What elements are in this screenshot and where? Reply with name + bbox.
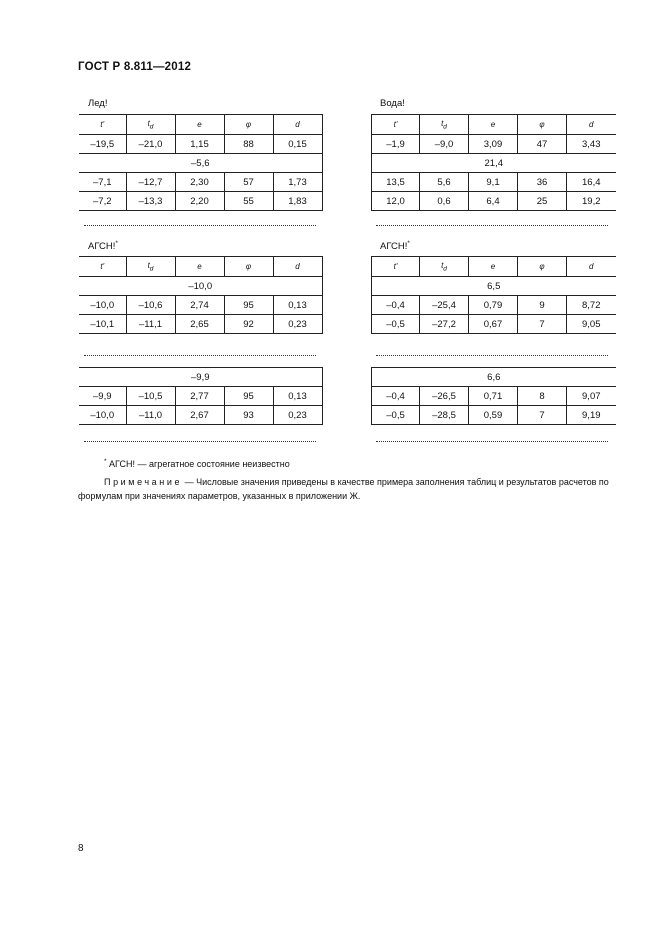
table-row: 12,0 0,6 6,4 25 19,2 <box>372 192 616 211</box>
table-agsn-right-continued <box>371 367 616 425</box>
table-row: –7,1 –12,7 2,30 57 1,73 <box>79 173 322 192</box>
table-ice <box>79 114 323 211</box>
table-row: –0,4 –25,4 0,79 9 8,72 <box>372 296 616 315</box>
footnote <box>104 458 290 469</box>
header-phi: φ <box>224 115 273 135</box>
header-td: $t_d$ <box>126 257 175 277</box>
table-row: –0,5 –28,5 0,59 7 9,19 <box>372 406 616 425</box>
caption-ice: Лед! <box>88 98 108 109</box>
header-t-prime: t' <box>79 257 126 277</box>
header-t-prime: t' <box>79 115 126 135</box>
table-row: –10,0 –10,6 2,74 95 0,13 <box>79 296 322 315</box>
table-row: –0,4 –26,5 0,71 8 9,07 <box>372 387 616 406</box>
table-row: –7,2 –13,3 2,20 55 1,83 <box>79 192 322 211</box>
header-d: d <box>273 257 322 277</box>
header-td: $t_d$ <box>420 115 469 135</box>
header-phi: φ <box>224 257 273 277</box>
table-row: –19,5 –21,0 1,15 88 0,15 <box>79 135 322 154</box>
table-row: –9,9 –10,5 2,77 95 0,13 <box>79 387 322 406</box>
table-row: –10,0 –11,0 2,67 93 0,23 <box>79 406 322 425</box>
header-e: e <box>469 257 518 277</box>
note-text: — Числовые значения приведены в качестве примера заполнения таблиц и результатов расчетов по формулам при значениях параметров, указанных в приложении Ж. <box>78 477 609 501</box>
table-row: 13,5 5,6 9,1 36 16,4 <box>372 173 616 192</box>
header-e: e <box>469 115 518 135</box>
dotted-continuation-line <box>376 223 608 226</box>
dotted-continuation-line <box>84 439 316 442</box>
table-header-row <box>372 115 616 135</box>
caption-agsn-right: АГСН!* <box>380 240 410 253</box>
header-td: $t_d$ <box>126 115 175 135</box>
table-row: –0,5 –27,2 0,67 7 9,05 <box>372 315 616 334</box>
caption-water: Вода! <box>380 98 405 109</box>
dotted-continuation-line <box>376 353 608 356</box>
table-water <box>371 114 616 211</box>
header-t-prime: t' <box>372 257 420 277</box>
table-agsn-right <box>371 256 616 334</box>
header-d: d <box>567 115 616 135</box>
header-d: d <box>273 115 322 135</box>
header-t-prime: t' <box>372 115 420 135</box>
dotted-continuation-line <box>84 223 316 226</box>
page-number: 8 <box>78 843 84 854</box>
table-group-row: –9,9 <box>79 368 322 387</box>
table-group-row: –5,6 <box>79 154 322 173</box>
dotted-continuation-line <box>84 353 316 356</box>
table-agsn-left-continued <box>79 367 323 425</box>
header-d: d <box>567 257 616 277</box>
table-group-row: –10,0 <box>79 277 322 296</box>
caption-agsn-left: АГСН!* <box>88 240 118 253</box>
table-group-row: 21,4 <box>372 154 616 173</box>
table-header-row <box>372 257 616 277</box>
table-row: –10,1 –11,1 2,65 92 0,23 <box>79 315 322 334</box>
header-td: $t_d$ <box>420 257 469 277</box>
header-phi: φ <box>518 115 567 135</box>
dotted-continuation-line <box>376 439 608 442</box>
table-row: –1,9 –9,0 3,09 47 3,43 <box>372 135 616 154</box>
standard-designation: ГОСТ Р 8.811—2012 <box>78 61 192 73</box>
header-phi: φ <box>518 257 567 277</box>
note-paragraph <box>78 475 618 503</box>
footnote-mark: * <box>104 458 107 465</box>
header-e: e <box>175 257 224 277</box>
table-agsn-left <box>79 256 323 334</box>
table-header-row <box>79 115 322 135</box>
footnote-text: АГСН! — агрегатное состояние неизвестно <box>109 459 290 469</box>
note-label: Примечание <box>104 477 183 487</box>
table-group-row: 6,5 <box>372 277 616 296</box>
table-group-row: 6,6 <box>372 368 616 387</box>
table-header-row <box>79 257 322 277</box>
header-e: e <box>175 115 224 135</box>
